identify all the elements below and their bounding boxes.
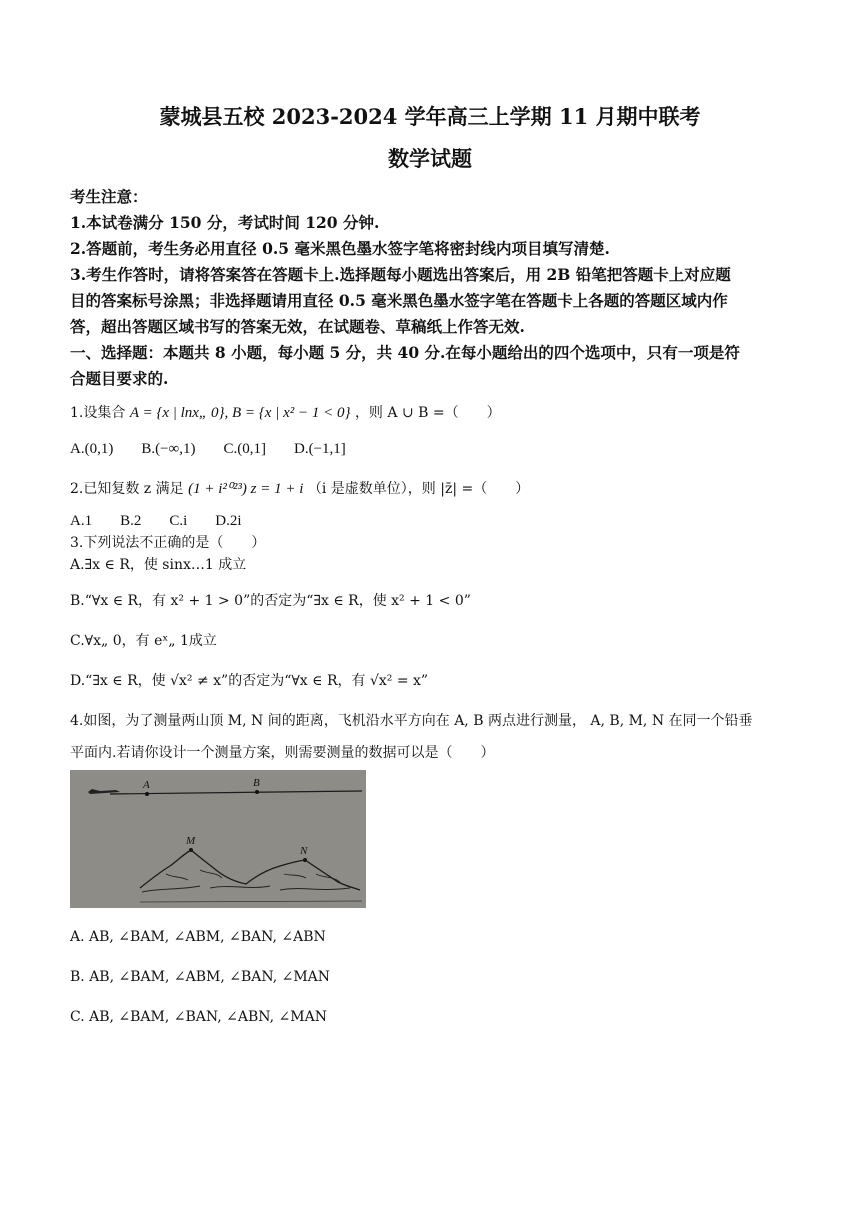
exam-subtitle: 数学试题 [388,146,472,171]
notice-item-3-cont: 目的答案标号涂黑；非选择题请用直径 0.5 毫米黑色墨水签字笔在答题卡上各题的答题区域内作 [70,291,728,310]
notice-item-1: 1.本试卷满分 150 分，考试时间 120 分钟. [70,213,380,232]
exam-title: 蒙城县五校 2023-2024 学年高三上学期 11 月期中联考 [159,104,701,129]
exam-page [70,100,790,1028]
q2-expr: (1 + i²⁰²³) z = 1 + i [188,481,304,497]
q2-prefix: 2.已知复数 z 满足 [70,481,184,497]
q4-option-a: A. AB, ∠BAM, ∠ABM, ∠BAN, ∠ABN [70,929,326,945]
notice-item-3: 3.考生作答时，请将答案答在答题卡上.选择题每小题选出答案后，用 2B 铅笔把答题卡上对应题 [70,265,731,284]
notice-item-3-end: 答，超出答题区域书写的答案无效，在试题卷、草稿纸上作答无效. [70,317,525,336]
figure-label-a: A [143,779,150,791]
q3-option-a: A.∃x ∈ R，使 sinx…1 成立 [70,557,247,573]
q2-option-b: B.2 [120,513,142,529]
q2-options [70,510,790,532]
q4-figure-photo [70,770,366,908]
q1-prefix: 1.设集合 [70,405,126,421]
q2-option-c: C.i [169,513,188,529]
q3-option-d: D.“∃x ∈ R，使 √x² ≠ x”的否定为“∀x ∈ R，有 √x² = x” [70,673,429,689]
section1-line2: 合题目要求的. [70,369,169,388]
figure-label-n: N [300,845,308,857]
q2-stem [70,478,790,500]
q2-option-a: A.1 [70,513,93,529]
q4-stem-line2: 平面内.若请你设计一个测量方案，则需要测量的数据可以是（ ） [70,745,495,761]
q4-option-b: B. AB, ∠BAM, ∠ABM, ∠BAN, ∠MAN [70,969,331,985]
q1-expr: A = {x | lnx„ 0}, B = {x | x² − 1 < 0} [129,405,351,421]
q2-option-d: D.2i [215,513,242,529]
q2-suffix: （i 是虚数单位），则 |z̄| =（ ） [307,481,530,497]
q3-option-c: C.∀x„ 0，有 eˣ„ 1成立 [70,633,217,649]
q1-stem [70,402,790,424]
q4-option-c: C. AB, ∠BAM, ∠BAN, ∠ABN, ∠MAN [70,1009,327,1025]
q1-option-d: D.(−1,1] [293,441,346,457]
q1-option-c: C.(0,1] [223,441,266,457]
q4-stem-line1: 4.如图，为了测量两山顶 M, N 间的距离，飞机沿水平方向在 A, B 两点进行测量， A, B, M, N 在同一个铅垂 [70,713,753,729]
q3-option-b: B.“∀x ∈ R，有 x² + 1 > 0”的否定为“∃x ∈ R，使 x² + 1 < 0” [70,593,471,609]
q1-option-a: A.(0,1) [70,441,114,457]
figure-label-m: M [186,835,196,847]
figure-label-b: B [253,777,260,789]
notice-item-2: 2.答题前，考生务必用直径 0.5 毫米黑色墨水签字笔将密封线内项目填写清楚. [70,239,610,258]
q3-stem: 3.下列说法不正确的是（ ） [70,535,266,551]
q1-options [70,438,790,460]
notice-heading: 考生注意： [70,187,148,206]
q1-suffix: ，则 A ∪ B =（ ） [354,405,501,421]
q1-option-b: B.(−∞,1) [141,441,196,457]
section1-line1: 一、选择题：本题共 8 小题，每小题 5 分，共 40 分.在每小题给出的四个选项中，只有一项是符 [70,343,740,362]
